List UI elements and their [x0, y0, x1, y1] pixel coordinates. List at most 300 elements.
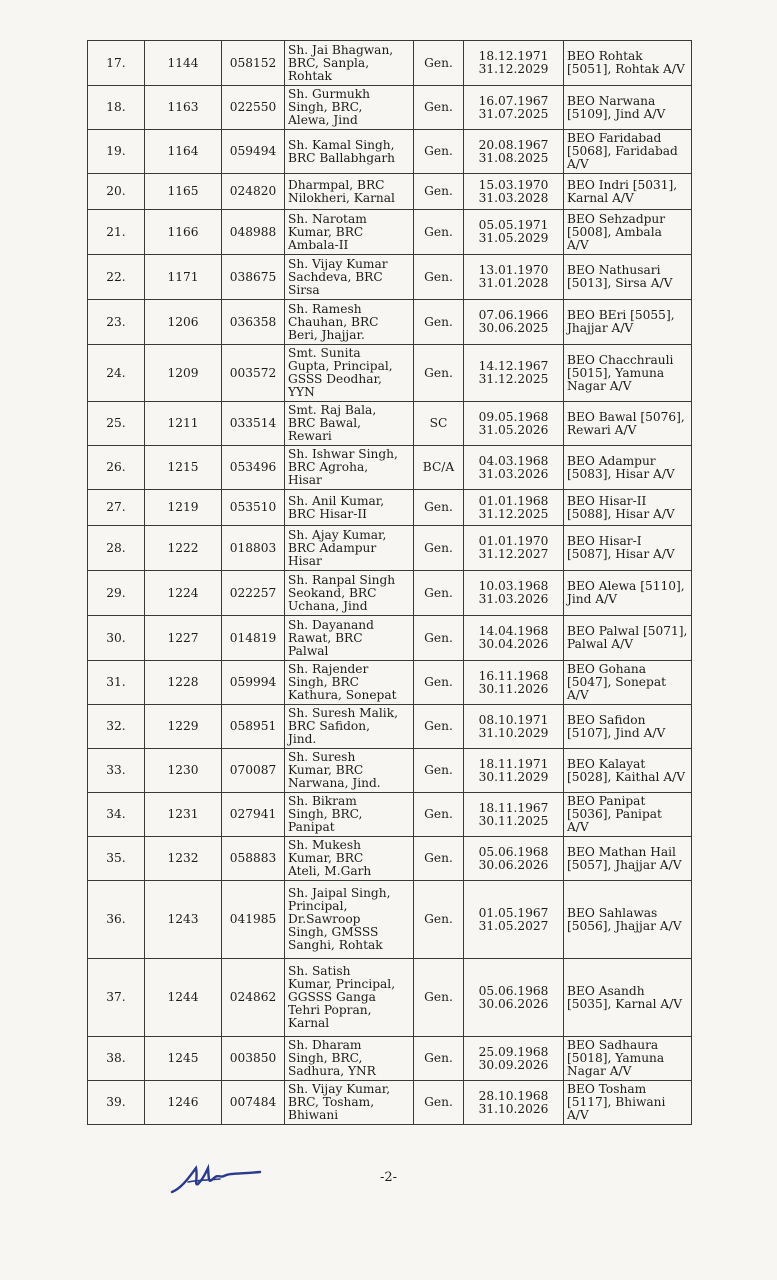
serial-number: 37.: [88, 959, 145, 1037]
officer-name-cell: [285, 300, 414, 345]
dates-cell: [464, 616, 564, 661]
officer-name-line: Sh. Gurmukh: [288, 87, 370, 101]
serial-number: 30.: [88, 616, 145, 661]
posting-line: BEO BEri [5055],: [567, 308, 675, 322]
posting-cell: [564, 402, 692, 446]
table-row: [88, 130, 692, 174]
officer-name-line: Smt. Sunita: [288, 346, 361, 360]
officer-name-cell: [285, 130, 414, 174]
officer-name-line: Sh. Suresh: [288, 750, 356, 764]
dates-cell: [464, 881, 564, 959]
date-of-birth: 18.12.1971: [478, 49, 549, 63]
posting-line: BEO Narwana: [567, 93, 656, 108]
posting-line: BEO Palwal [5071],: [567, 624, 688, 638]
officer-name-line: Sirsa: [288, 282, 320, 297]
officer-name-line: Sh. Ajay Kumar,: [288, 527, 387, 542]
officer-name-line: Palwal: [288, 643, 329, 658]
posting-cell: [564, 881, 692, 959]
officer-name-cell: [285, 1037, 414, 1081]
officer-name-line: Chauhan, BRC: [288, 314, 379, 329]
category: Gen.: [414, 571, 464, 616]
posting-cell: [564, 345, 692, 402]
posting-line: BEO Nathusari: [567, 263, 661, 277]
dates-cell: [464, 130, 564, 174]
posting-line: [5056], Jhajjar A/V: [567, 918, 682, 933]
seniority-number: 1144: [145, 41, 222, 86]
posting-line: A/V: [567, 157, 589, 171]
officer-name-line: Hisar: [288, 473, 322, 487]
dates-cell: [464, 1037, 564, 1081]
seniority-number: 1229: [145, 705, 222, 749]
officer-name-cell: [285, 174, 414, 210]
employee-code: 014819: [222, 616, 285, 661]
category: BC/A: [414, 446, 464, 490]
employee-code: 059994: [222, 661, 285, 705]
posting-line: Rewari A/V: [567, 422, 637, 437]
posting-line: Nagar A/V: [567, 1064, 632, 1078]
table-row: [88, 41, 692, 86]
posting-cell: [564, 86, 692, 130]
posting-line: BEO Gohana: [567, 662, 647, 676]
posting-line: Jind A/V: [567, 592, 618, 606]
dates-cell: [464, 793, 564, 837]
officer-name-line: Sh. Rajender: [288, 662, 369, 676]
table-row: [88, 837, 692, 881]
date-of-birth: 05.05.1971: [478, 218, 549, 232]
date-of-birth: 28.10.1968: [478, 1088, 549, 1103]
officer-name-line: Sh. Suresh Malik,: [288, 706, 398, 720]
officer-name-line: Beri, Jhajjar.: [288, 327, 365, 342]
officer-name-line: BRC Adampur: [288, 540, 377, 555]
posting-line: BEO Asandh: [567, 983, 645, 998]
table-row: [88, 1081, 692, 1125]
officer-name-line: BRC Bawal,: [288, 416, 362, 430]
table-row: [88, 345, 692, 402]
posting-line: [5008], Ambala: [567, 224, 662, 239]
officer-name-line: YYN: [288, 385, 315, 399]
serial-number: 31.: [88, 661, 145, 705]
posting-cell: [564, 661, 692, 705]
seniority-number: 1163: [145, 86, 222, 130]
officer-name-line: Sh. Anil Kumar,: [288, 493, 385, 508]
table-row: [88, 616, 692, 661]
date-of-birth: 10.03.1968: [478, 579, 549, 593]
date-of-retirement: 30.06.2025: [478, 321, 549, 335]
dates-cell: [464, 661, 564, 705]
category: Gen.: [414, 130, 464, 174]
date-of-retirement: 31.12.2027: [478, 547, 549, 561]
officer-name-line: Sh. Jaipal Singh,: [288, 886, 391, 900]
table-row: [88, 959, 692, 1037]
employee-code: 058951: [222, 705, 285, 749]
officer-name-line: Singh, GMSSS: [288, 925, 379, 939]
category: Gen.: [414, 41, 464, 86]
category: Gen.: [414, 616, 464, 661]
date-of-birth: 15.03.1970: [478, 177, 549, 192]
officer-name-cell: [285, 345, 414, 402]
date-of-retirement: 31.10.2026: [478, 1101, 549, 1116]
officer-name-cell: [285, 402, 414, 446]
serial-number: 25.: [88, 402, 145, 446]
seniority-number: 1215: [145, 446, 222, 490]
employee-code: 036358: [222, 300, 285, 345]
posting-line: Nagar A/V: [567, 378, 632, 393]
posting-line: BEO Tosham: [567, 1082, 647, 1096]
posting-line: [5013], Sirsa A/V: [567, 276, 673, 290]
dates-cell: [464, 41, 564, 86]
officer-name-cell: [285, 661, 414, 705]
employee-code: 033514: [222, 402, 285, 446]
date-of-retirement: 31.12.2025: [478, 506, 549, 521]
date-of-retirement: 31.08.2025: [478, 150, 549, 165]
posting-cell: [564, 793, 692, 837]
page-number: -2-: [380, 1170, 398, 1185]
date-of-birth: 16.07.1967: [478, 93, 549, 108]
officer-name-line: Sh. Ramesh: [288, 301, 362, 316]
officer-name-line: Principal,: [288, 899, 348, 913]
officer-name-cell: [285, 86, 414, 130]
employee-code: 018803: [222, 526, 285, 571]
dates-cell: [464, 749, 564, 793]
posting-cell: [564, 837, 692, 881]
posting-cell: [564, 255, 692, 300]
posting-line: [5087], Hisar A/V: [567, 547, 675, 561]
officer-name-cell: [285, 526, 414, 571]
posting-line: BEO Panipat: [567, 794, 646, 808]
posting-line: BEO Mathan Hail: [567, 844, 676, 859]
employee-code: 048988: [222, 210, 285, 255]
posting-line: BEO Bawal [5076],: [567, 409, 685, 424]
category: Gen.: [414, 959, 464, 1037]
posting-line: BEO Sadhaura: [567, 1038, 659, 1052]
posting-line: Jhajjar A/V: [567, 321, 634, 335]
date-of-birth: 01.01.1968: [478, 493, 549, 508]
posting-line: [5036], Panipat: [567, 807, 662, 821]
category: Gen.: [414, 210, 464, 255]
officer-name-cell: [285, 793, 414, 837]
officer-name-line: BRC Hisar-II: [288, 506, 367, 521]
officer-name-cell: [285, 255, 414, 300]
date-of-retirement: 30.06.2026: [478, 857, 549, 872]
officer-name-line: BRC Safidon,: [288, 719, 370, 733]
employee-code: 027941: [222, 793, 285, 837]
employee-code: 041985: [222, 881, 285, 959]
table-row: [88, 490, 692, 526]
posting-line: BEO Hisar-I: [567, 534, 642, 548]
date-of-retirement: 31.05.2029: [478, 231, 549, 245]
category: Gen.: [414, 1081, 464, 1125]
seniority-number: 1166: [145, 210, 222, 255]
posting-cell: [564, 1081, 692, 1125]
posting-line: A/V: [567, 820, 589, 834]
posting-line: [5088], Hisar A/V: [567, 506, 675, 521]
category: Gen.: [414, 174, 464, 210]
officer-name-line: Sh. Narotam: [288, 211, 367, 226]
officer-name-line: Sh. Mukesh: [288, 838, 361, 852]
serial-number: 29.: [88, 571, 145, 616]
seniority-number: 1243: [145, 881, 222, 959]
table-row: [88, 210, 692, 255]
officer-name-line: Kumar, BRC: [288, 851, 364, 865]
seniority-number: 1227: [145, 616, 222, 661]
posting-line: [5109], Jind A/V: [567, 106, 666, 121]
table-row: [88, 1037, 692, 1081]
officer-name-line: GGSSS Ganga: [288, 990, 376, 1004]
officer-name-cell: [285, 210, 414, 255]
officer-name-line: Sh. Vijay Kumar,: [288, 1082, 391, 1096]
employee-code: 003572: [222, 345, 285, 402]
officer-name-line: Rewari: [288, 429, 332, 443]
officer-name-line: Smt. Raj Bala,: [288, 403, 377, 417]
employee-code: 053496: [222, 446, 285, 490]
officer-name-line: Kumar, Principal,: [288, 977, 396, 991]
category: Gen.: [414, 1037, 464, 1081]
date-of-birth: 08.10.1971: [478, 712, 549, 727]
serial-number: 20.: [88, 174, 145, 210]
dates-cell: [464, 837, 564, 881]
date-of-birth: 13.01.1970: [478, 263, 549, 277]
officer-name-line: Sachdeva, BRC: [288, 269, 383, 284]
serial-number: 33.: [88, 749, 145, 793]
officer-name-line: Ambala-II: [288, 237, 349, 252]
officer-name-line: Ateli, M.Garh: [288, 864, 372, 878]
seniority-number: 1209: [145, 345, 222, 402]
employee-code: 070087: [222, 749, 285, 793]
date-of-retirement: 31.10.2029: [478, 725, 549, 740]
posting-line: BEO Faridabad: [567, 131, 662, 145]
dates-cell: [464, 446, 564, 490]
serial-number: 34.: [88, 793, 145, 837]
officer-name-line: Rawat, BRC: [288, 630, 363, 645]
posting-line: [5047], Sonepat: [567, 675, 666, 689]
officer-name-line: Dr.Sawroop: [288, 912, 361, 926]
posting-cell: [564, 705, 692, 749]
serial-number: 32.: [88, 705, 145, 749]
officer-name-line: Singh, BRC,: [288, 100, 363, 114]
officer-name-line: Sadhura, YNR: [288, 1064, 376, 1078]
posting-cell: [564, 959, 692, 1037]
seniority-number: 1244: [145, 959, 222, 1037]
officer-name-cell: [285, 881, 414, 959]
officer-name-line: Rohtak: [288, 68, 332, 83]
table-body: [88, 41, 692, 1125]
dates-cell: [464, 402, 564, 446]
officer-name-line: Hisar: [288, 553, 322, 568]
seniority-number: 1222: [145, 526, 222, 571]
seniority-number: 1246: [145, 1081, 222, 1125]
posting-cell: [564, 749, 692, 793]
serial-number: 39.: [88, 1081, 145, 1125]
category: SC: [414, 402, 464, 446]
table-row: [88, 446, 692, 490]
posting-line: [5018], Yamuna: [567, 1051, 665, 1065]
officer-name-line: Dharmpal, BRC: [288, 177, 385, 192]
posting-line: A/V: [567, 688, 589, 702]
date-of-retirement: 30.11.2025: [478, 813, 549, 828]
table-row: [88, 174, 692, 210]
posting-line: BEO Kalayat: [567, 756, 646, 771]
category: Gen.: [414, 837, 464, 881]
officer-name-line: Bhiwani: [288, 1108, 339, 1122]
seniority-number: 1164: [145, 130, 222, 174]
date-of-retirement: 30.04.2026: [478, 637, 549, 651]
posting-cell: [564, 130, 692, 174]
table-row: [88, 661, 692, 705]
employee-code: 024862: [222, 959, 285, 1037]
posting-line: [5028], Kaithal A/V: [567, 769, 686, 784]
date-of-birth: 18.11.1967: [478, 800, 549, 815]
date-of-birth: 25.09.1968: [478, 1044, 549, 1059]
officer-name-cell: [285, 446, 414, 490]
officer-name-line: Singh, BRC,: [288, 807, 363, 821]
dates-cell: [464, 1081, 564, 1125]
officer-name-cell: [285, 490, 414, 526]
officer-name-line: Sh. Dayanand: [288, 617, 374, 632]
officer-name-line: Sh. Dharam: [288, 1038, 362, 1052]
table-row: [88, 793, 692, 837]
date-of-birth: 16.11.1968: [478, 668, 549, 683]
officer-name-line: Sh. Kamal Singh,: [288, 137, 395, 152]
posting-line: BEO Alewa [5110],: [567, 579, 685, 593]
signature-mark: [168, 1158, 268, 1198]
employee-code: 038675: [222, 255, 285, 300]
employee-code: 053510: [222, 490, 285, 526]
date-of-retirement: 31.03.2026: [478, 466, 549, 481]
posting-line: [5083], Hisar A/V: [567, 466, 675, 481]
employee-code: 059494: [222, 130, 285, 174]
officer-name-line: Kumar, BRC: [288, 763, 364, 777]
category: Gen.: [414, 490, 464, 526]
posting-line: [5015], Yamuna: [567, 365, 665, 380]
dates-cell: [464, 490, 564, 526]
table-row: [88, 86, 692, 130]
serial-number: 26.: [88, 446, 145, 490]
posting-cell: [564, 210, 692, 255]
posting-line: BEO Chacchrauli: [567, 352, 674, 367]
dates-cell: [464, 526, 564, 571]
posting-cell: [564, 300, 692, 345]
officer-name-line: Sh. Ishwar Singh,: [288, 447, 398, 461]
officer-name-line: Karnal: [288, 1016, 330, 1030]
posting-line: BEO Indri [5031],: [567, 177, 678, 192]
officer-name-line: Jind.: [288, 732, 317, 746]
employee-code: 022550: [222, 86, 285, 130]
dates-cell: [464, 255, 564, 300]
officer-name-line: Uchana, Jind: [288, 598, 368, 613]
table-row: [88, 705, 692, 749]
date-of-retirement: 30.06.2026: [478, 996, 549, 1011]
posting-cell: [564, 1037, 692, 1081]
posting-line: [5051], Rohtak A/V: [567, 62, 685, 76]
posting-line: Palwal A/V: [567, 637, 633, 651]
posting-cell: [564, 571, 692, 616]
seniority-number: 1211: [145, 402, 222, 446]
serial-number: 21.: [88, 210, 145, 255]
officer-name-cell: [285, 959, 414, 1037]
officer-name-line: Sh. Vijay Kumar: [288, 256, 388, 271]
officer-name-line: GSSS Deodhar,: [288, 372, 382, 386]
posting-line: [5057], Jhajjar A/V: [567, 857, 682, 872]
serial-number: 28.: [88, 526, 145, 571]
serial-number: 24.: [88, 345, 145, 402]
date-of-birth: 05.06.1968: [478, 983, 549, 998]
seniority-number: 1219: [145, 490, 222, 526]
seniority-number: 1206: [145, 300, 222, 345]
officer-name-line: Seokand, BRC: [288, 585, 377, 600]
officer-name-line: Sh. Satish: [288, 964, 351, 978]
posting-line: [5107], Jind A/V: [567, 725, 666, 740]
officer-name-line: Narwana, Jind.: [288, 776, 381, 790]
posting-cell: [564, 526, 692, 571]
posting-line: A/V: [567, 237, 589, 252]
employee-code: 003850: [222, 1037, 285, 1081]
serial-number: 38.: [88, 1037, 145, 1081]
date-of-birth: 18.11.1971: [478, 756, 549, 771]
category: Gen.: [414, 881, 464, 959]
dates-cell: [464, 345, 564, 402]
dates-cell: [464, 705, 564, 749]
serial-number: 27.: [88, 490, 145, 526]
dates-cell: [464, 174, 564, 210]
posting-line: [5068], Faridabad: [567, 144, 678, 158]
seniority-number: 1224: [145, 571, 222, 616]
serial-number: 35.: [88, 837, 145, 881]
posting-cell: [564, 616, 692, 661]
seniority-number: 1245: [145, 1037, 222, 1081]
category: Gen.: [414, 661, 464, 705]
posting-line: BEO Sahlawas: [567, 905, 658, 920]
table-row: [88, 526, 692, 571]
officer-name-cell: [285, 41, 414, 86]
officer-name-line: BRC, Sanpla,: [288, 55, 370, 70]
date-of-retirement: 31.05.2026: [478, 422, 549, 437]
serial-number: 22.: [88, 255, 145, 300]
posting-cell: [564, 490, 692, 526]
posting-line: BEO Safidon: [567, 712, 646, 727]
seniority-number: 1165: [145, 174, 222, 210]
dates-cell: [464, 300, 564, 345]
dates-cell: [464, 210, 564, 255]
date-of-retirement: 31.05.2027: [478, 918, 549, 933]
category: Gen.: [414, 705, 464, 749]
category: Gen.: [414, 255, 464, 300]
employee-code: 058883: [222, 837, 285, 881]
date-of-birth: 14.12.1967: [478, 359, 549, 373]
category: Gen.: [414, 749, 464, 793]
table-row: [88, 571, 692, 616]
date-of-retirement: 31.12.2029: [478, 62, 549, 76]
officer-name-cell: [285, 616, 414, 661]
date-of-retirement: 31.01.2028: [478, 276, 549, 290]
posting-line: Karnal A/V: [567, 190, 634, 205]
serial-number: 23.: [88, 300, 145, 345]
date-of-retirement: 31.07.2025: [478, 106, 549, 121]
officer-name-line: Singh, BRC: [288, 675, 359, 689]
dates-cell: [464, 959, 564, 1037]
seniority-number: 1228: [145, 661, 222, 705]
officer-name-line: BRC Ballabhgarh: [288, 150, 396, 165]
date-of-birth: 05.06.1968: [478, 844, 549, 859]
officer-name-line: Sh. Jai Bhagwan,: [288, 42, 394, 57]
date-of-birth: 04.03.1968: [478, 453, 549, 468]
date-of-birth: 01.01.1970: [478, 534, 549, 548]
serial-number: 36.: [88, 881, 145, 959]
date-of-birth: 07.06.1966: [478, 308, 549, 322]
category: Gen.: [414, 86, 464, 130]
date-of-birth: 20.08.1967: [478, 137, 549, 152]
category: Gen.: [414, 300, 464, 345]
posting-line: [5035], Karnal A/V: [567, 996, 683, 1011]
